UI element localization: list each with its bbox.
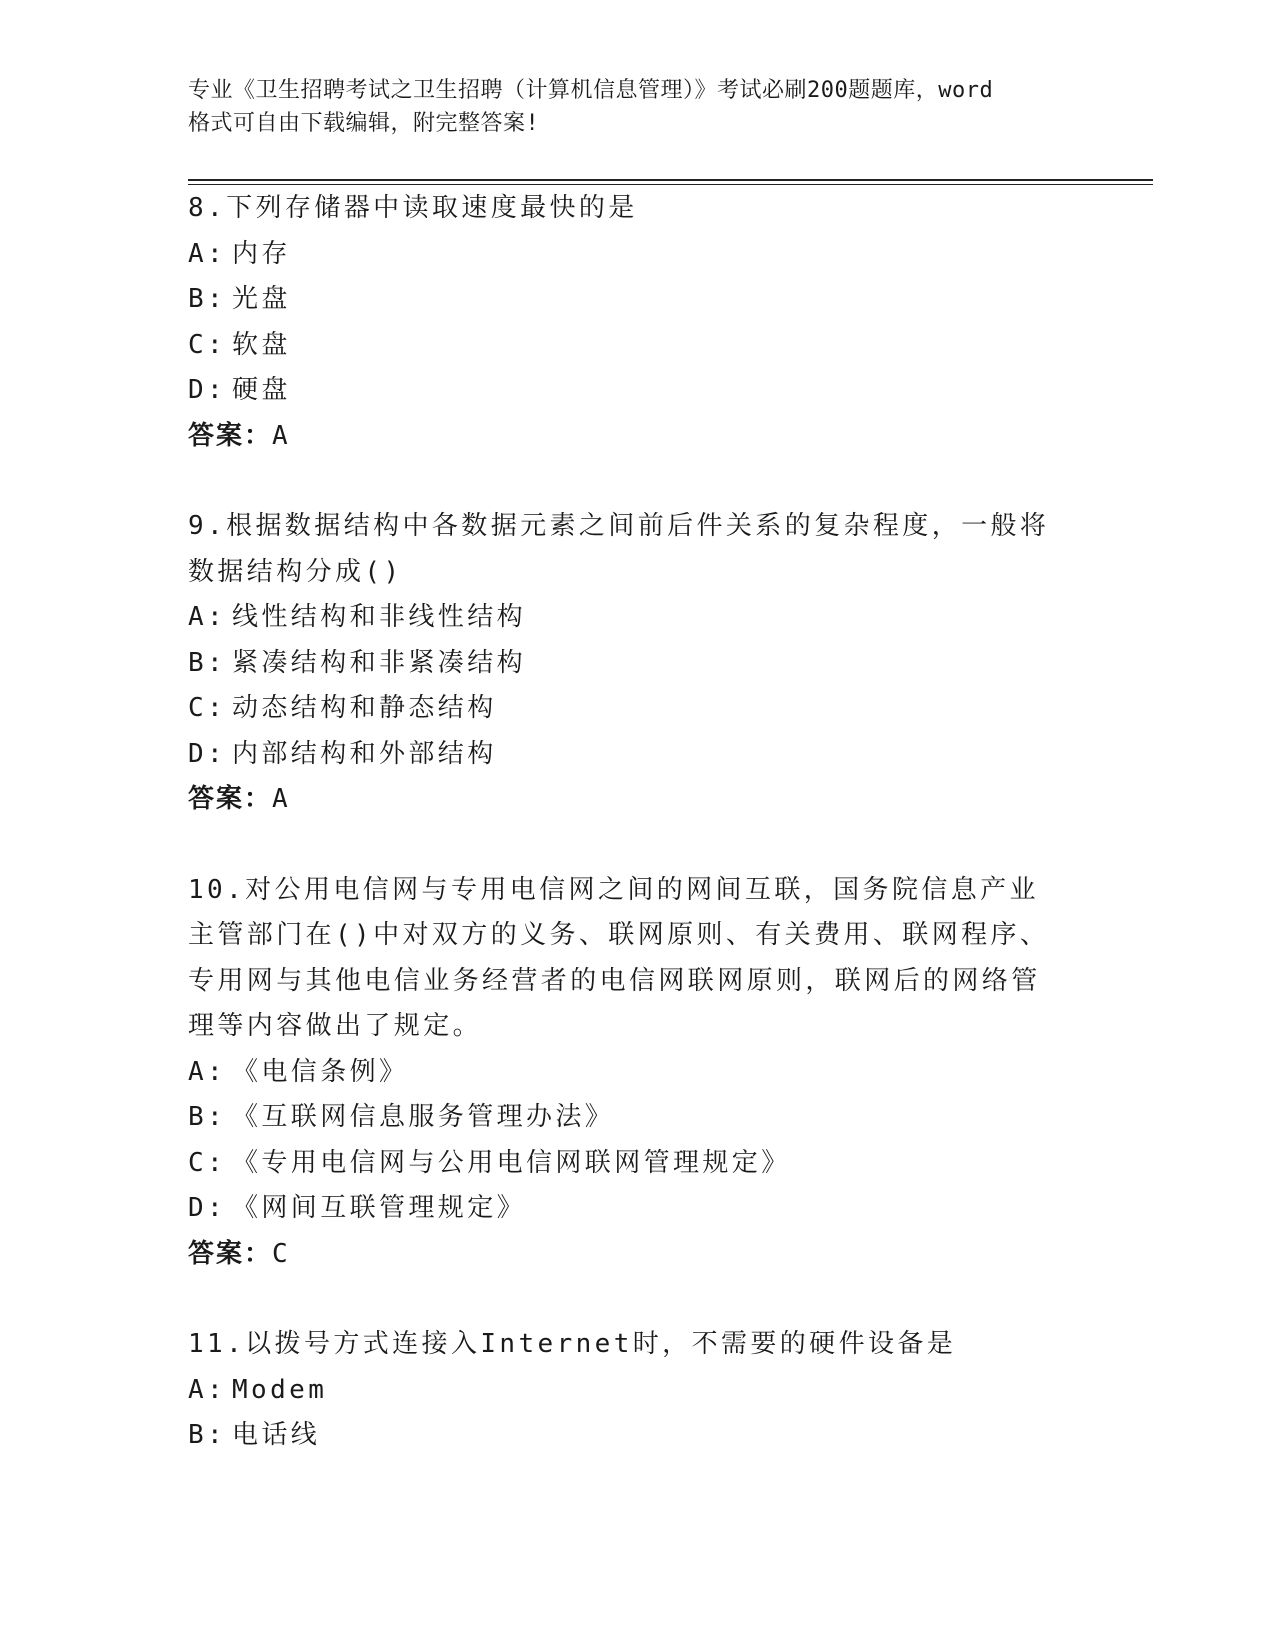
document-page (188, 0, 1153, 1650)
header-line-2: 格式可自由下载编辑，附完整答案! (188, 111, 540, 136)
option-key: B: (188, 284, 227, 314)
question-10 (188, 868, 1153, 1278)
option-b (188, 641, 1153, 687)
option-key: B: (188, 647, 227, 678)
option-c (188, 1141, 1153, 1187)
option-text: 内存 (232, 238, 291, 269)
question-stem: 8.下列存储器中读取速度最快的是 (188, 193, 638, 223)
option-key: B: (188, 1420, 227, 1450)
answer-line (188, 777, 1153, 823)
option-d (188, 1186, 1153, 1232)
question-stem: 10.对公用电信网与专用电信网之间的网间互联，国务院信息产业主管部门在()中对双方的义务、联网原则、有关费用、联网程序、专用网与其他电信业务经营者的电信网联网原则，联网后的网络管理等内容做出了规定。 (188, 874, 1050, 1041)
option-key: A: (188, 1374, 227, 1405)
option-text: 电话线 (232, 1420, 321, 1450)
document-header (188, 74, 1088, 140)
option-key: B: (188, 1102, 227, 1132)
option-text: 《网间互联管理规定》 (232, 1193, 527, 1223)
option-text: 线性结构和非线性结构 (232, 602, 527, 632)
option-key: C: (188, 329, 227, 360)
question-11 (188, 1322, 1153, 1459)
answer-value: A (272, 784, 290, 814)
option-c (188, 686, 1153, 732)
option-key: C: (188, 1147, 227, 1178)
option-key: D: (188, 738, 227, 769)
question-9 (188, 504, 1153, 823)
option-text: 内部结构和外部结构 (232, 738, 497, 769)
answer-line (188, 414, 1153, 460)
option-key: A: (188, 238, 227, 269)
option-text: 光盘 (232, 284, 291, 314)
option-text: 硬盘 (232, 375, 291, 405)
header-divider-thick (188, 179, 1153, 181)
option-text: 动态结构和静态结构 (232, 693, 497, 723)
header-divider-thin (188, 184, 1153, 185)
question-8 (188, 186, 1153, 459)
answer-line (188, 1232, 1153, 1278)
answer-label: 答案： (188, 420, 273, 451)
option-text: 《互联网信息服务管理办法》 (232, 1102, 615, 1132)
option-b (188, 1413, 1153, 1459)
option-key: C: (188, 693, 227, 723)
option-a (188, 1368, 1153, 1414)
option-c (188, 323, 1153, 369)
option-d (188, 368, 1153, 414)
option-a (188, 595, 1153, 641)
answer-label: 答案： (188, 1238, 273, 1269)
answer-value: A (272, 420, 290, 451)
option-key: A: (188, 1056, 227, 1087)
option-b (188, 1095, 1153, 1141)
question-stem: 9.根据数据结构中各数据元素之间前后件关系的复杂程度，一般将数据结构分成() (188, 511, 1050, 587)
answer-value: C (272, 1238, 290, 1269)
option-key: D: (188, 1193, 227, 1223)
option-text: 《电信条例》 (232, 1056, 409, 1087)
option-d (188, 732, 1153, 778)
question-list (188, 186, 1153, 1504)
option-key: D: (188, 375, 227, 405)
option-a (188, 232, 1153, 278)
question-stem: 11.以拨号方式连接入Internet时，不需要的硬件设备是 (188, 1329, 957, 1359)
option-a (188, 1050, 1153, 1096)
answer-label: 答案： (188, 784, 273, 814)
header-line-1: 专业《卫生招聘考试之卫生招聘（计算机信息管理）》考试必刷200题题库，word (188, 78, 994, 103)
option-text: Modem (232, 1374, 328, 1405)
option-text: 《专用电信网与公用电信网联网管理规定》 (232, 1147, 791, 1178)
option-text: 紧凑结构和非紧凑结构 (232, 647, 527, 678)
option-key: A: (188, 602, 227, 632)
option-b (188, 277, 1153, 323)
option-text: 软盘 (232, 329, 291, 360)
